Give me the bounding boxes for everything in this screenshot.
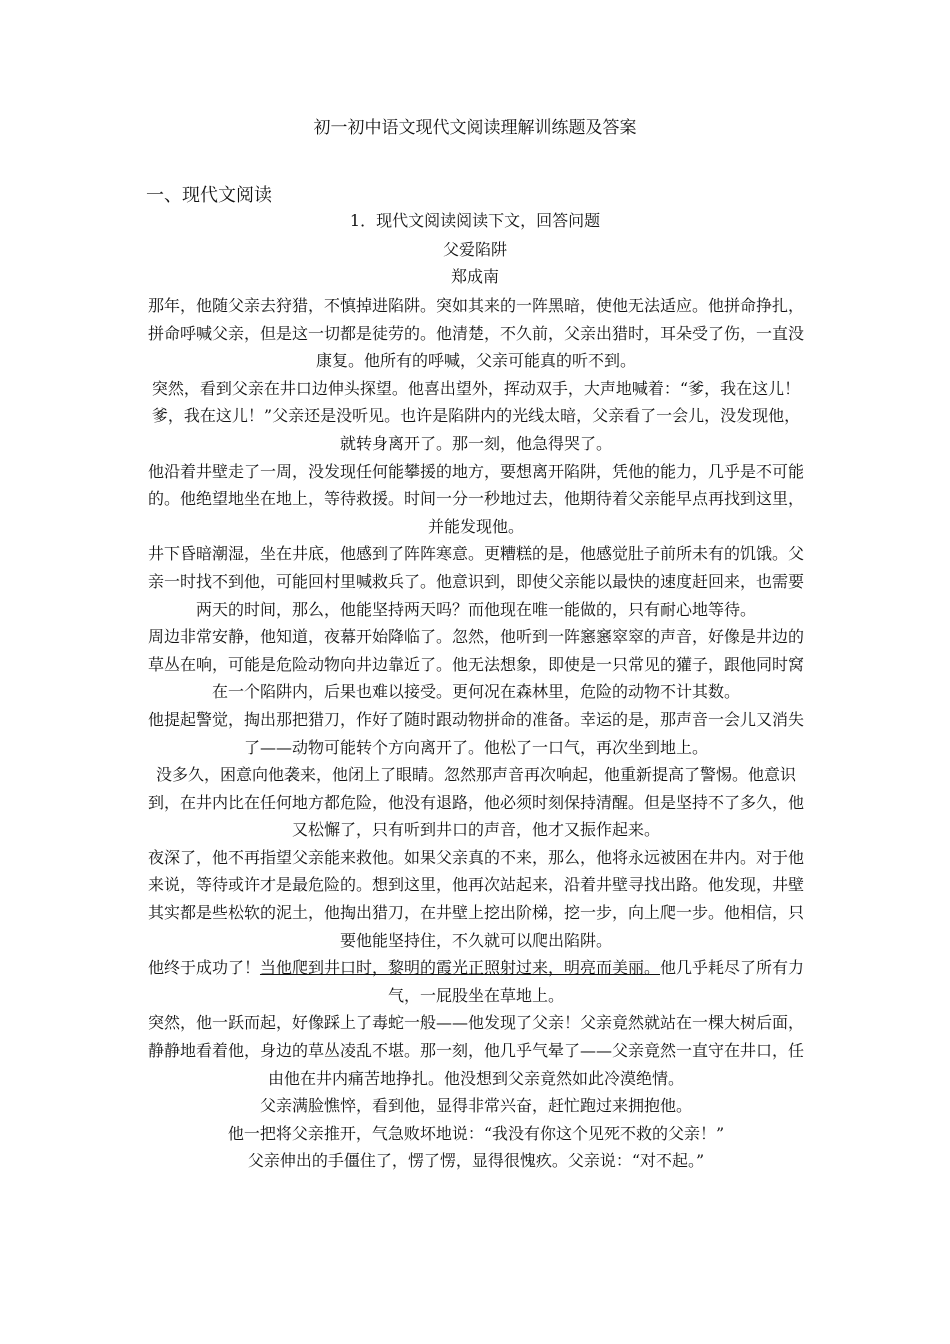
section-heading: 一、现代文阅读	[146, 185, 272, 206]
paragraph: 他一把将父亲推开，气急败坏地说：“我没有你这个见死不救的父亲！”	[227, 1123, 725, 1143]
paragraph-with-underline	[146, 954, 806, 1009]
document-title: 初一初中语文现代文阅读理解训练题及答案	[313, 118, 637, 138]
paragraph: 他提起警觉，掏出那把猎刀，作好了随时跟动物拼命的准备。幸运的是，那声音一会儿又消失了——动物可能转个方向离开了。他松了一口气，再次坐到地上。	[147, 709, 804, 757]
paragraph: 周边非常安静，他知道，夜幕开始降临了。忽然，他听到一阵窸窸窣窣的声音，好像是井边的草丛在响，可能是危险动物向井边靠近了。他无法想象，即使是一只常见的獾子，跟他同时窝在一个陷阱内，后果也难以接受。更何况在森林里，危险的动物不计其数。	[147, 627, 804, 702]
paragraph: 井下昏暗潮湿，坐在井底，他感到了阵阵寒意。更糟糕的是，他感觉肚子前所未有的饥饿。父亲一时找不到他，可能回村里喊救兵了。他意识到，即使父亲能以最快的速度赶回来，也需要两天的时间，那么，他能坚持两天吗？而他现在唯一能做的，只有耐心地等待。	[147, 544, 804, 619]
paragraph: 父亲满脸憔悴，看到他，显得非常兴奋，赶忙跑过来拥抱他。	[259, 1096, 692, 1116]
article-author: 郑成南	[450, 267, 499, 286]
question-prompt: 1．现代文阅读阅读下文，回答问题	[349, 211, 601, 230]
article-title: 父爱陷阱	[442, 240, 507, 259]
paragraph: 突然，他一跃而起，好像踩上了毒蛇一般——他发现了父亲！父亲竟然就站在一棵大树后面，静静地看着他，身边的草丛凌乱不堪。那一刻，他几乎气晕了——父亲竟然一直守在井口，任由他在井内痛苦地挣扎。他没想到父亲竟然如此冷漠绝情。	[147, 1013, 804, 1088]
paragraph-text: 他终于成功了！	[147, 958, 260, 978]
article-body	[146, 292, 806, 1175]
paragraph: 父亲伸出的手僵住了，愣了愣，显得很愧疚。父亲说：“对不起。”	[247, 1151, 705, 1171]
paragraph-text: 他几乎耗尽了所有力气，一屁股坐在草地上。	[387, 958, 805, 1005]
paragraph: 没多久，困意向他袭来，他闭上了眼睛。忽然那声音再次响起，他重新提高了警惕。他意识到，在井内比在任何地方都危险，他没有退路，他必须时刻保持清醒。但是坚持不了多久，他又松懈了，只有听到井口的声音，他才又振作起来。	[147, 765, 804, 840]
paragraph: 那年，他随父亲去狩猎，不慎掉进陷阱。突如其来的一阵黑暗，使他无法适应。他拼命挣扎，拼命呼喊父亲，但是这一切都是徒劳的。他清楚，不久前，父亲出猎时，耳朵受了伤，一直没康复。他所有的呼喊，父亲可能真的听不到。	[147, 296, 804, 371]
paragraph: 夜深了，他不再指望父亲能来救他。如果父亲真的不来，那么，他将永远被困在井内。对于他来说，等待或许才是最危险的。想到这里，他再次站起来，沿着井壁寻找出路。他发现，井壁其实都是些松软的泥土，他掏出猎刀，在井壁上挖出阶梯，挖一步，向上爬一步。他相信，只要他能坚持住，不久就可以爬出陷阱。	[147, 847, 804, 950]
underlined-sentence: 当他爬到井口时，黎明的霞光正照射过来，明亮而美丽。	[259, 958, 660, 978]
paragraph: 他沿着井壁走了一周，没发现任何能攀援的地方，要想离开陷阱，凭他的能力，几乎是不可能的。他绝望地坐在地上，等待救援。时间一分一秒地过去，他期待着父亲能早点再找到这里，并能发现他。	[147, 461, 804, 536]
paragraph: 突然，看到父亲在井口边伸头探望。他喜出望外，挥动双手，大声地喊着：“爹，我在这儿！爹，我在这儿！”父亲还是没听见。也许是陷阱内的光线太暗，父亲看了一会儿，没发现他，就转身离开了。那一刻，他急得哭了。	[151, 378, 801, 453]
